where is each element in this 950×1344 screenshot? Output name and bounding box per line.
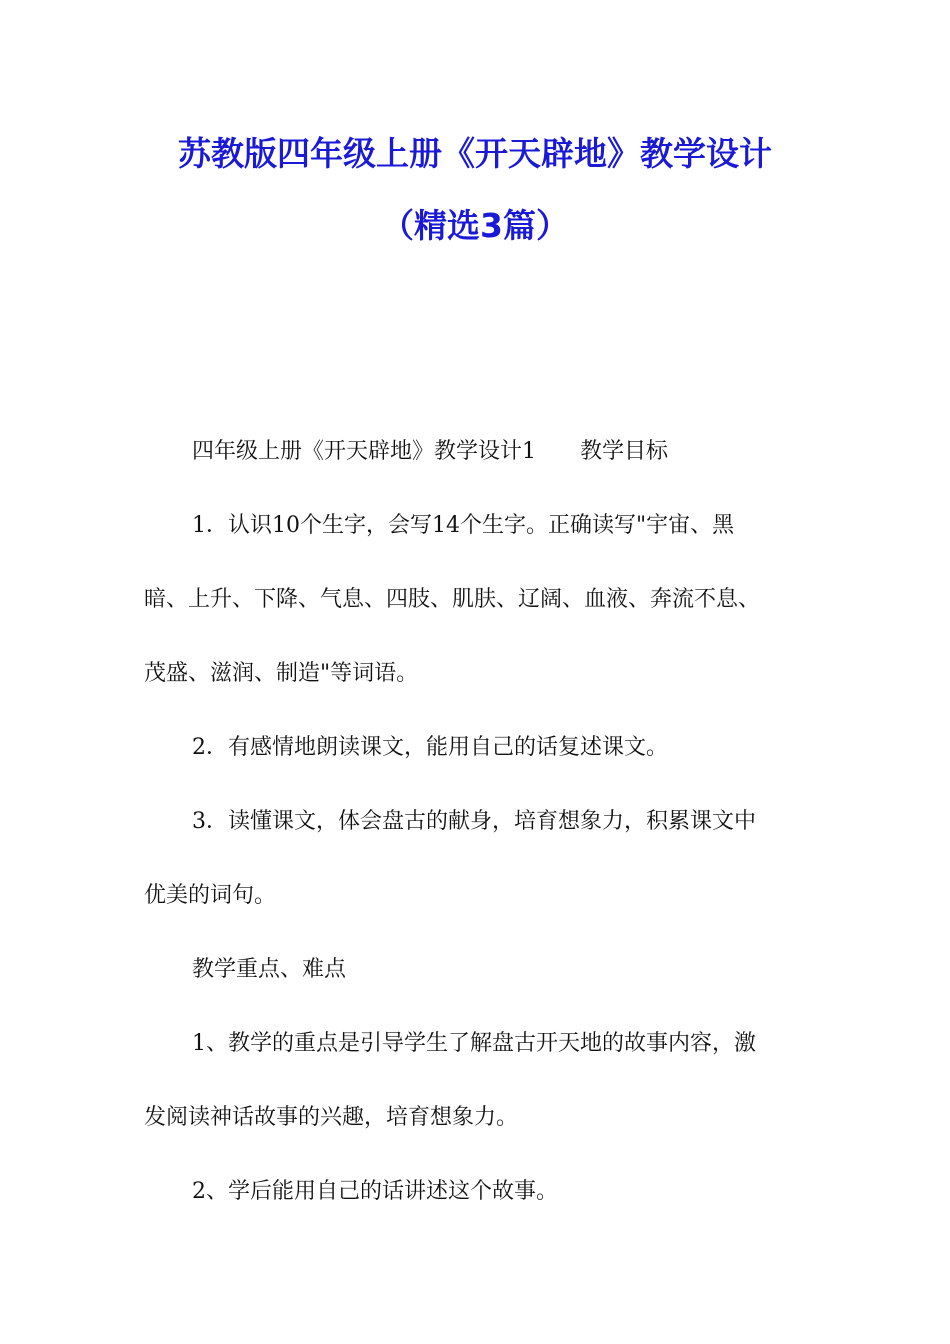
paragraph-line: 发阅读神话故事的兴趣，培育想象力。 [144,1105,519,1130]
paragraph-line: 暗、上升、下降、气息、四肢、肌肤、辽阔、血液、奔流不息、 [144,587,761,612]
document-body [144,415,824,1229]
paragraph-line: 3．读懂课文，体会盘古的献身，培育想象力，积累课文中 [192,809,756,834]
paragraph-line: 2．有感情地朗读课文，能用自己的话复述课文。 [192,735,668,760]
section-heading [144,415,824,489]
paragraph-line: 茂盛、滋润、制造"等词语。 [144,661,419,686]
document-subtitle: （精选3篇） [381,206,569,245]
heading-design-title: 四年级上册《开天辟地》教学设计1 [192,439,536,464]
document-title: 苏教版四年级上册《开天辟地》教学设计 [178,134,772,173]
paragraph-line: 2、学后能用自己的话讲述这个故事。 [192,1179,558,1204]
paragraph-line: 1．认识10个生字，会写14个生字。正确读写"宇宙、黑 [192,513,735,538]
subsection-heading: 教学重点、难点 [192,957,347,982]
paragraph-line: 1、教学的重点是引导学生了解盘古开天地的故事内容，激 [192,1031,756,1056]
paragraph-line: 优美的词句。 [144,883,277,908]
heading-teaching-goals: 教学目标 [580,439,669,464]
